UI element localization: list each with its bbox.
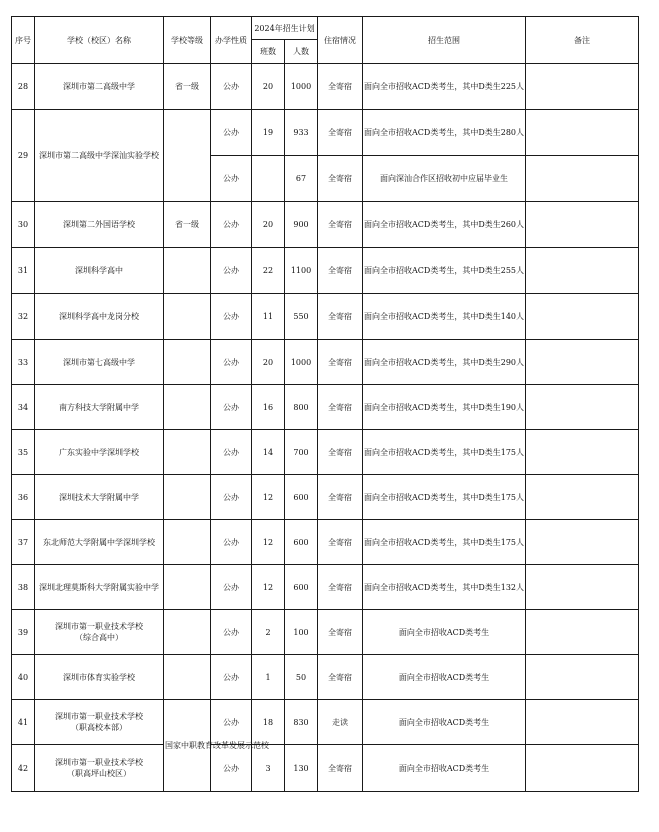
cell-nature: 公办 [211, 745, 252, 792]
cell-level [164, 340, 211, 385]
cell-classes: 18 [252, 700, 285, 745]
cell-seq: 36 [12, 475, 35, 520]
cell-level [164, 655, 211, 700]
cell-remarks [526, 110, 639, 156]
cell-school-name: 东北师范大学附属中学深圳学校 [35, 520, 164, 565]
table-row [12, 340, 639, 385]
cell-classes: 12 [252, 565, 285, 610]
cell-seq: 41 [12, 700, 35, 745]
cell-level [164, 248, 211, 294]
cell-remarks [526, 700, 639, 745]
cell-remarks [526, 156, 639, 202]
cell-level: 省一级 [164, 64, 211, 110]
cell-scope: 面向全市招收ACD类考生，其中D类生280人 [363, 110, 526, 156]
cell-classes: 16 [252, 385, 285, 430]
cell-remarks [526, 520, 639, 565]
cell-classes: 1 [252, 655, 285, 700]
cell-nature: 公办 [211, 202, 252, 248]
cell-students: 700 [285, 430, 318, 475]
cell-students: 900 [285, 202, 318, 248]
cell-boarding: 全寄宿 [318, 610, 363, 655]
cell-scope: 面向全市招收ACD类考生，其中D类生225人 [363, 64, 526, 110]
cell-school-name: 广东实验中学深圳学校 [35, 430, 164, 475]
cell-nature: 公办 [211, 610, 252, 655]
cell-students: 933 [285, 110, 318, 156]
cell-school-name: 深圳科学高中龙岗分校 [35, 294, 164, 340]
table-row [12, 655, 639, 700]
cell-seq: 37 [12, 520, 35, 565]
cell-nature: 公办 [211, 385, 252, 430]
table-row [12, 520, 639, 565]
cell-level: 国家中职教育改革发展示范校 [164, 700, 211, 792]
cell-scope: 面向全市招收ACD类考生 [363, 610, 526, 655]
cell-level [164, 430, 211, 475]
cell-students: 550 [285, 294, 318, 340]
cell-seq: 32 [12, 294, 35, 340]
cell-school-name: 深圳北理莫斯科大学附属实验中学 [35, 565, 164, 610]
cell-remarks [526, 202, 639, 248]
cell-seq: 28 [12, 64, 35, 110]
cell-nature: 公办 [211, 156, 252, 202]
cell-remarks [526, 340, 639, 385]
cell-boarding: 全寄宿 [318, 248, 363, 294]
cell-nature: 公办 [211, 520, 252, 565]
cell-boarding: 全寄宿 [318, 565, 363, 610]
cell-nature: 公办 [211, 700, 252, 745]
cell-remarks [526, 475, 639, 520]
cell-level [164, 110, 211, 202]
cell-school-name: 深圳市第二高级中学深汕实验学校 [35, 110, 164, 202]
table-row [12, 385, 639, 430]
cell-level [164, 385, 211, 430]
cell-school-name: 深圳市第二高级中学 [35, 64, 164, 110]
cell-seq: 35 [12, 430, 35, 475]
cell-scope: 面向全市招收ACD类考生 [363, 655, 526, 700]
table-row [12, 565, 639, 610]
school-name-line2: （综合高中） [75, 633, 123, 642]
cell-boarding: 全寄宿 [318, 475, 363, 520]
cell-boarding: 全寄宿 [318, 655, 363, 700]
cell-level [164, 475, 211, 520]
cell-seq: 30 [12, 202, 35, 248]
cell-scope: 面向全市招收ACD类考生，其中D类生190人 [363, 385, 526, 430]
cell-boarding: 全寄宿 [318, 294, 363, 340]
cell-school-name: 深圳科学高中 [35, 248, 164, 294]
header-nature: 办学性质 [211, 17, 252, 64]
cell-classes: 20 [252, 64, 285, 110]
cell-students: 1000 [285, 64, 318, 110]
cell-classes: 2 [252, 610, 285, 655]
cell-classes: 12 [252, 475, 285, 520]
table-row [12, 64, 639, 110]
table-row [12, 700, 639, 745]
cell-school-name: 南方科技大学附属中学 [35, 385, 164, 430]
cell-students: 1000 [285, 340, 318, 385]
cell-scope: 面向全市招收ACD类考生 [363, 745, 526, 792]
cell-students: 600 [285, 520, 318, 565]
cell-seq: 31 [12, 248, 35, 294]
cell-remarks [526, 610, 639, 655]
cell-students: 100 [285, 610, 318, 655]
header-plan: 2024年招生计划 [252, 17, 318, 40]
cell-nature: 公办 [211, 430, 252, 475]
cell-boarding: 全寄宿 [318, 202, 363, 248]
cell-seq: 29 [12, 110, 35, 202]
cell-students: 830 [285, 700, 318, 745]
cell-level [164, 520, 211, 565]
cell-seq: 42 [12, 745, 35, 792]
table-row [12, 248, 639, 294]
cell-seq: 39 [12, 610, 35, 655]
cell-students: 130 [285, 745, 318, 792]
school-name-line1: 深圳市第一职业技术学校 [55, 712, 143, 721]
header-students: 人数 [285, 40, 318, 64]
cell-nature: 公办 [211, 475, 252, 520]
header-level: 学校等级 [164, 17, 211, 64]
cell-school-name: 深圳市第七高级中学 [35, 340, 164, 385]
cell-scope: 面向全市招收ACD类考生，其中D类生260人 [363, 202, 526, 248]
cell-nature: 公办 [211, 565, 252, 610]
cell-students: 67 [285, 156, 318, 202]
cell-remarks [526, 430, 639, 475]
cell-school-name [35, 700, 164, 745]
cell-classes: 20 [252, 340, 285, 385]
cell-level [164, 565, 211, 610]
cell-level [164, 294, 211, 340]
cell-classes: 19 [252, 110, 285, 156]
cell-boarding: 走读 [318, 700, 363, 745]
cell-classes: 11 [252, 294, 285, 340]
header-boarding: 住宿情况 [318, 17, 363, 64]
cell-remarks [526, 294, 639, 340]
cell-boarding: 全寄宿 [318, 430, 363, 475]
cell-classes: 3 [252, 745, 285, 792]
cell-nature: 公办 [211, 110, 252, 156]
cell-boarding: 全寄宿 [318, 520, 363, 565]
cell-scope: 面向全市招收ACD类考生，其中D类生255人 [363, 248, 526, 294]
table-row [12, 110, 639, 156]
cell-remarks [526, 655, 639, 700]
cell-scope: 面向深汕合作区招收初中应届毕业生 [363, 156, 526, 202]
cell-scope: 面向全市招收ACD类考生，其中D类生290人 [363, 340, 526, 385]
cell-nature: 公办 [211, 64, 252, 110]
cell-level [164, 610, 211, 655]
cell-scope: 面向全市招收ACD类考生，其中D类生140人 [363, 294, 526, 340]
cell-scope: 面向全市招收ACD类考生，其中D类生175人 [363, 520, 526, 565]
cell-school-name: 深圳第二外国语学校 [35, 202, 164, 248]
table-row [12, 475, 639, 520]
cell-school-name [35, 745, 164, 792]
cell-school-name: 深圳市体育实验学校 [35, 655, 164, 700]
school-name-line2: （职高坪山校区） [67, 769, 131, 778]
header-seq: 序号 [12, 17, 35, 64]
table-row [12, 745, 639, 792]
cell-scope: 面向全市招收ACD类考生，其中D类生175人 [363, 475, 526, 520]
school-name-line2: （职高校本部） [71, 723, 127, 732]
cell-classes [252, 156, 285, 202]
school-name-line1: 深圳市第一职业技术学校 [55, 758, 143, 767]
cell-scope: 面向全市招收ACD类考生 [363, 700, 526, 745]
cell-boarding: 全寄宿 [318, 64, 363, 110]
school-name-line1: 深圳市第一职业技术学校 [55, 622, 143, 631]
cell-scope: 面向全市招收ACD类考生，其中D类生132人 [363, 565, 526, 610]
table-row [12, 430, 639, 475]
cell-seq: 33 [12, 340, 35, 385]
cell-boarding: 全寄宿 [318, 156, 363, 202]
cell-nature: 公办 [211, 655, 252, 700]
cell-seq: 38 [12, 565, 35, 610]
cell-school-name: 深圳技术大学附属中学 [35, 475, 164, 520]
cell-students: 800 [285, 385, 318, 430]
cell-boarding: 全寄宿 [318, 385, 363, 430]
table-row [12, 202, 639, 248]
cell-nature: 公办 [211, 340, 252, 385]
cell-level: 省一级 [164, 202, 211, 248]
cell-classes: 22 [252, 248, 285, 294]
cell-remarks [526, 248, 639, 294]
cell-school-name [35, 610, 164, 655]
cell-remarks [526, 64, 639, 110]
cell-remarks [526, 565, 639, 610]
cell-classes: 20 [252, 202, 285, 248]
table-header [12, 17, 639, 64]
header-school: 学校（校区）名称 [35, 17, 164, 64]
cell-seq: 40 [12, 655, 35, 700]
cell-students: 1100 [285, 248, 318, 294]
cell-seq: 34 [12, 385, 35, 430]
cell-students: 50 [285, 655, 318, 700]
header-scope: 招生范围 [363, 17, 526, 64]
cell-students: 600 [285, 475, 318, 520]
enrollment-plan-table [11, 16, 639, 792]
cell-boarding: 全寄宿 [318, 340, 363, 385]
cell-students: 600 [285, 565, 318, 610]
cell-boarding: 全寄宿 [318, 110, 363, 156]
table-row [12, 610, 639, 655]
table-row [12, 294, 639, 340]
header-remarks: 备注 [526, 17, 639, 64]
cell-boarding: 全寄宿 [318, 745, 363, 792]
cell-remarks [526, 385, 639, 430]
header-classes: 班数 [252, 40, 285, 64]
cell-remarks [526, 745, 639, 792]
cell-nature: 公办 [211, 248, 252, 294]
cell-classes: 12 [252, 520, 285, 565]
cell-classes: 14 [252, 430, 285, 475]
cell-nature: 公办 [211, 294, 252, 340]
cell-scope: 面向全市招收ACD类考生，其中D类生175人 [363, 430, 526, 475]
